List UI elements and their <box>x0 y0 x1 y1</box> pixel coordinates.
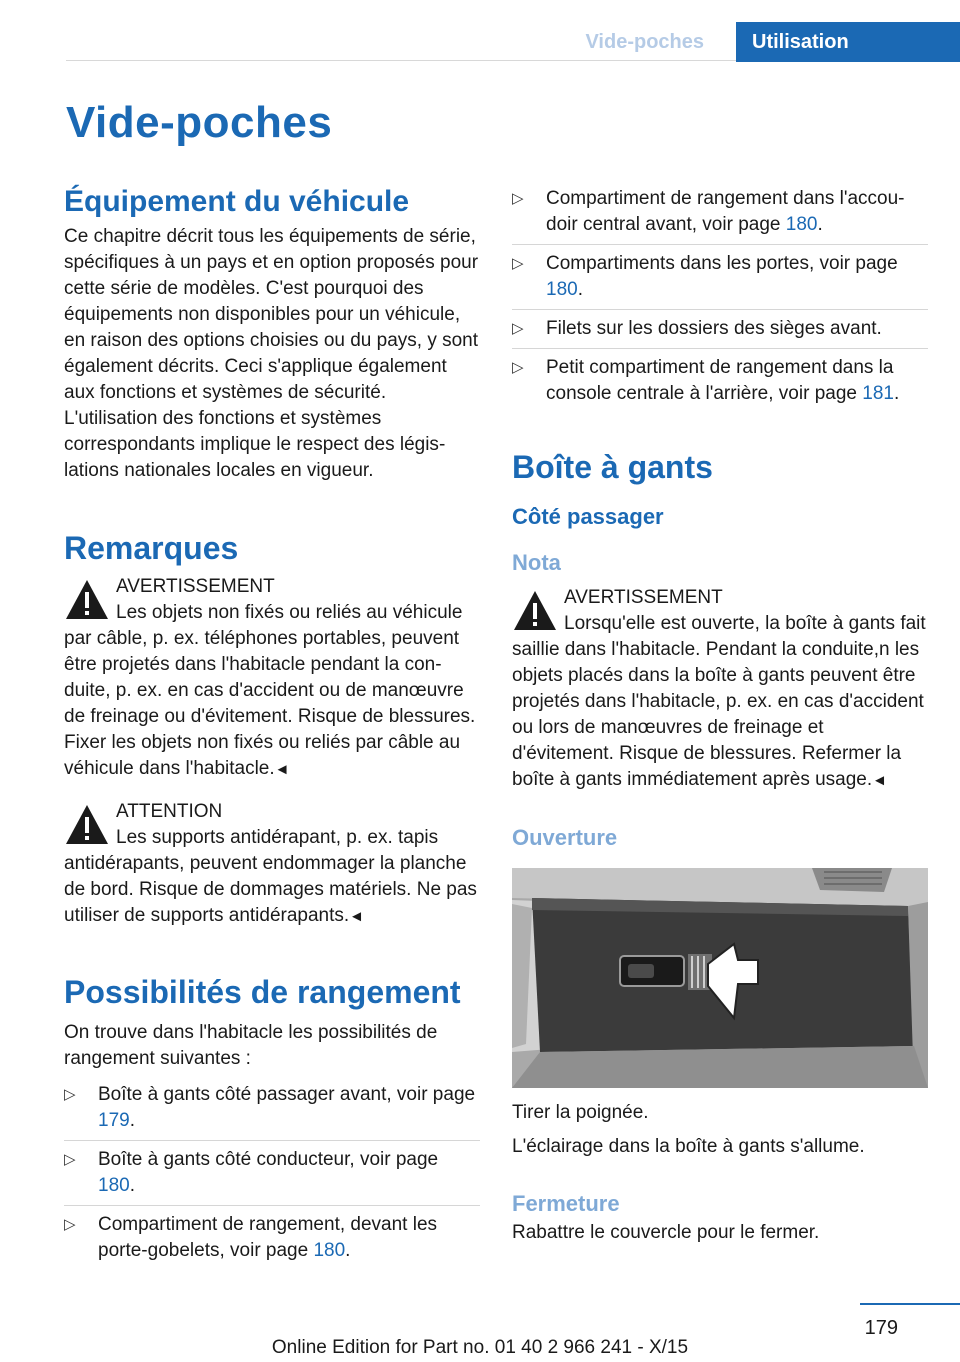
warning-triangle-icon <box>512 589 558 633</box>
warning-block-3 <box>512 585 928 794</box>
bullet-icon: ▷ <box>512 359 524 376</box>
warning-label: AVERTISSEMENT <box>564 587 723 608</box>
storage-list-right <box>512 186 928 413</box>
footer-edition: Online Edition for Part no. 01 40 2 966 241 - X/15 <box>271 1337 689 1358</box>
equipment-text: Ce chapitre décrit tous les équipements de série, spécifiques à un pays et en option proposés pour cette série de modèles. C'est pourquoi des équipements non disponibles pour un véhicule, en raison des options choisies ou du pays, y sont également décrits. Ceci s'applique également aux fonctions et systèmes de sécurité. L'utilisation des fonctions et systèmes correspondants implique le respect des législations nationales locales en vigueur. <box>64 226 479 481</box>
opening-light-text: L'éclairage dans la boîte à gants s'allume. <box>512 1136 865 1157</box>
bullet-icon: ▷ <box>64 1216 76 1233</box>
warning-block-2 <box>64 799 480 930</box>
list-item: ▷ Compartiments dans les portes, voir page 180. <box>512 251 928 310</box>
remarques-heading: Remarques <box>64 530 239 566</box>
bullet-icon: ▷ <box>512 255 524 272</box>
warning-text: Les objets non fixés ou reliés au véhicule par câble, p. ex. téléphones portables, peuvent être projetés dans l'habitacle pendant la conduite, p. ex. en cas d'accident ou de manœuvre de freinage ou d'évitement. Risque de blessures. Fixer les objets non fixés ou reliés par câble au véhicule dans l'habitacle.◄ <box>64 602 476 779</box>
warning-text: Lorsqu'elle est ouverte, la boîte à gants fait saillie dans l'habitacle. Pendant la conduite,n les objets placés dans la boîte à gants peuvent être projetés dans l'habitacle, p. ex. en cas d'accident ou lors de manœuvres de freinage et d'évitement. Risque de blessures. Refermer la boîte à gants immédiatement après usage.◄ <box>512 613 926 790</box>
opening-heading: Ouverture <box>512 825 618 850</box>
end-mark: ◄ <box>274 761 290 778</box>
attention-label: ATTENTION <box>116 801 223 822</box>
closing-heading: Fermeture <box>512 1191 620 1216</box>
right-column <box>512 186 928 1246</box>
list-item: ▷ Compartiment de rangement, devant les porte-gobelets, voir page 180. <box>64 1214 438 1261</box>
page-number: 179 <box>864 1317 898 1339</box>
closing-text: Rabattre le couvercle pour le fermer. <box>512 1222 820 1243</box>
list-item: ▷ Filets sur les dossiers des sièges avant. <box>512 316 928 349</box>
page-link[interactable]: 180 <box>785 214 818 235</box>
equipment-heading: Équipement du véhicule <box>64 185 410 218</box>
page-link[interactable]: 180 <box>98 1175 130 1196</box>
bullet-icon: ▷ <box>64 1151 76 1168</box>
left-column <box>64 182 480 1276</box>
page-link[interactable]: 180 <box>313 1240 346 1261</box>
warning-label: AVERTISSEMENT <box>116 576 275 597</box>
storage-intro: On trouve dans l'habitacle les possibilités de rangement suivantes : <box>64 1022 438 1069</box>
bullet-icon: ▷ <box>512 320 524 337</box>
warning-triangle-icon <box>64 803 110 847</box>
page-title: Vide-poches <box>66 98 333 147</box>
header-section-title: Vide-poches <box>585 31 704 53</box>
attention-text: Les supports antidérapant, p. ex. tapis antidérapants, peuvent endommager la planche de bord. Risque de dommages matériels. Ne pas utiliser de supports antidérapants.◄ <box>64 827 477 926</box>
header-chapter-tab[interactable]: Utilisation <box>736 22 960 62</box>
footer-rule <box>860 1303 960 1305</box>
opening-step: Tirer la poignée. <box>512 1102 649 1123</box>
bullet-icon: ▷ <box>64 1086 76 1103</box>
list-item: ▷ Boîte à gants côté passager avant, voir page 179. <box>64 1082 480 1141</box>
glovebox-heading: Boîte à gants <box>512 449 713 485</box>
glovebox-handle-photo <box>512 868 928 1088</box>
page-link[interactable]: 180 <box>546 279 578 300</box>
warning-block-1 <box>64 574 480 783</box>
end-mark: ◄ <box>872 772 888 789</box>
list-item: ▷ Petit compartiment de rangement dans la console centrale à l'arrière, voir page 181. <box>512 357 900 404</box>
page-link[interactable]: 179 <box>98 1110 130 1131</box>
page-link[interactable]: 181 <box>862 383 894 404</box>
nota-heading: Nota <box>512 550 561 575</box>
list-item: ▷ Boîte à gants côté conducteur, voir page 180. <box>64 1147 480 1206</box>
end-mark: ◄ <box>349 908 365 925</box>
passenger-side-heading: Côté passager <box>512 504 664 529</box>
list-item: ▷ Compartiment de rangement dans l'accoudoir central avant, voir page 180. <box>512 186 928 245</box>
bullet-icon: ▷ <box>512 190 524 207</box>
warning-triangle-icon <box>64 578 110 622</box>
storage-heading: Possibilités de rangement <box>64 974 461 1010</box>
storage-list-left <box>64 1082 480 1270</box>
